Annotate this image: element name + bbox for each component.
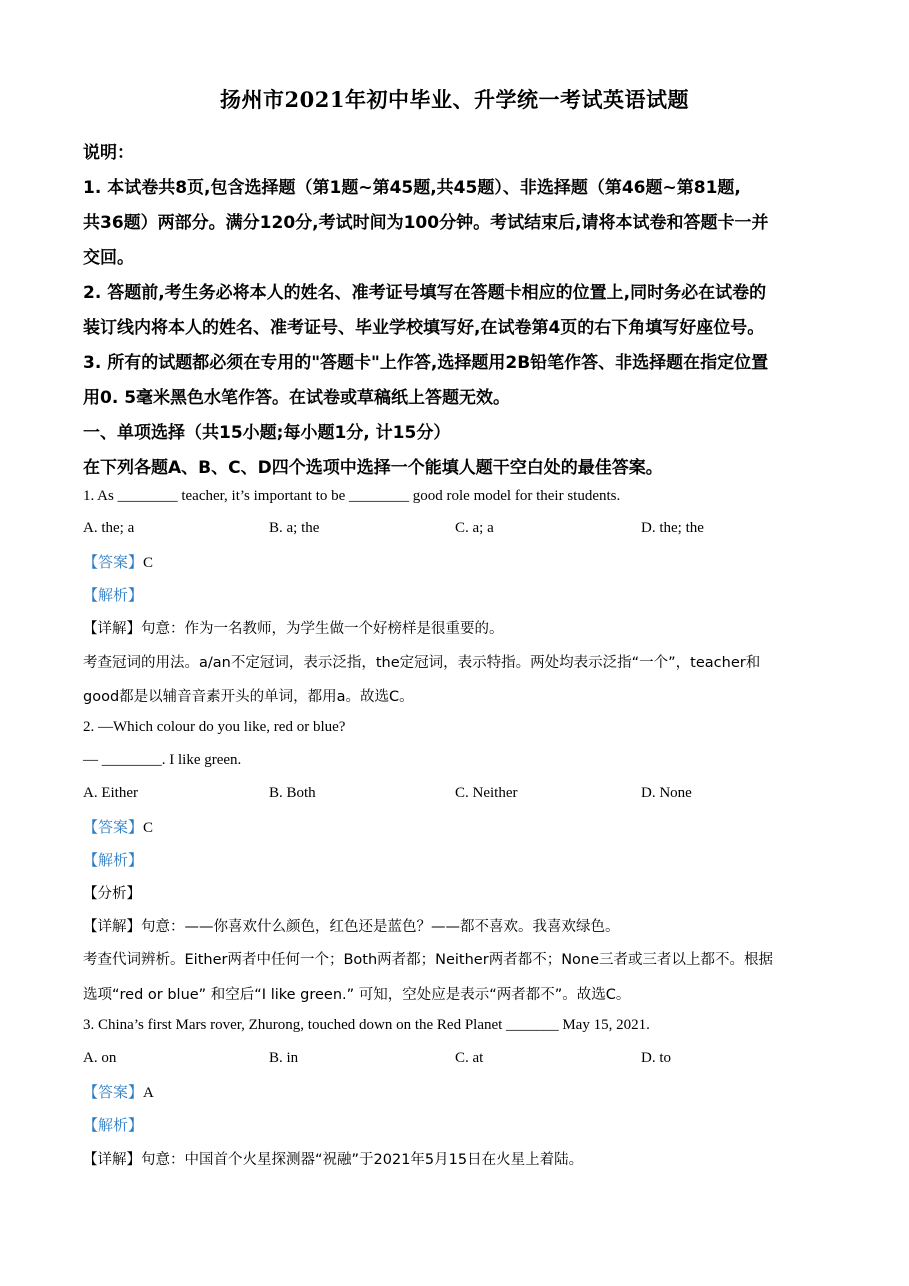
fenxi-tag: 【分析】 [83, 886, 141, 902]
detail-line: 【详解】句意：作为一名教师，为学生做一个好榜样是很重要的。 [83, 621, 504, 637]
instruction-line: 1. 本试卷共8页,包含选择题（第1题~第45题,共45题）、非选择题（第46题~第81题, [83, 178, 741, 198]
question-options [83, 1050, 843, 1070]
detail-line: good都是以辅音音素开头的单词，都用a。故选C。 [83, 689, 414, 705]
question-options [83, 785, 843, 805]
instruction-line: 交回。 [83, 248, 134, 268]
option-c: C. at [455, 1050, 484, 1066]
question-options [83, 520, 843, 540]
option-b: B. in [269, 1050, 299, 1066]
detail-line: 选项“red or blue” 和空后“I like green.” 可知，空处应是表示“两者都不”。故选C。 [83, 987, 631, 1003]
answer-line [83, 551, 153, 572]
answer-tag: 【答案】 [83, 553, 144, 571]
detail-line: 【详解】句意：——你喜欢什么颜色，红色还是蓝色？——都不喜欢。我喜欢绿色。 [83, 919, 620, 935]
answer-tag: 【答案】 [83, 818, 144, 836]
option-c: C. a; a [455, 520, 494, 536]
option-a: A. Either [83, 785, 138, 801]
detail-line: 考查代词辨析。Either两者中任何一个；Both两者都；Neither两者都不；None三者或三者以上都不。根据 [83, 952, 774, 968]
option-a: A. on [83, 1050, 117, 1066]
detail-line: 【详解】句意：中国首个火星探测器“祝融”于2021年5月15日在火星上着陆。 [83, 1152, 584, 1168]
analysis-tag: 【解析】 [83, 586, 144, 604]
instructions-heading: 说明： [83, 143, 134, 163]
option-d: D. the; the [641, 520, 704, 536]
analysis-tag: 【解析】 [83, 851, 144, 869]
instruction-line: 装订线内将本人的姓名、准考证号、毕业学校填写好,在试卷第4页的右下角填写好座位号。 [83, 318, 765, 338]
option-b: B. a; the [269, 520, 320, 536]
option-d: D. None [641, 785, 692, 801]
answer-value: C [143, 820, 154, 836]
option-a: A. the; a [83, 520, 135, 536]
question-stem: 2. —Which colour do you like, red or blue? [83, 719, 346, 735]
question-stem: — ________. I like green. [83, 752, 242, 768]
answer-line [83, 1081, 154, 1102]
section-directions: 在下列各题A、B、C、D四个选项中选择一个能填人题干空白处的最佳答案。 [83, 458, 663, 478]
question-stem: 3. China’s first Mars rover, Zhurong, touched down on the Red Planet _______ May 15, 2021. [83, 1017, 650, 1033]
section-heading: 一、单项选择（共15小题;每小题1分, 计15分） [83, 423, 451, 443]
question-stem: 1. As ________ teacher, it’s important to be ________ good role model for their students. [83, 488, 621, 504]
analysis-tag: 【解析】 [83, 1116, 144, 1134]
detail-line: 考查冠词的用法。a/an不定冠词，表示泛指，the定冠词，表示特指。两处均表示泛指“一个”，teacher和 [83, 655, 761, 671]
instruction-line: 3. 所有的试题都必须在专用的"答题卡"上作答,选择题用2B铅笔作答、非选择题在指定位置 [83, 353, 769, 373]
page-title: 扬州市2021年初中毕业、升学统一考试英语试题 [220, 87, 689, 112]
option-d: D. to [641, 1050, 671, 1066]
answer-tag: 【答案】 [83, 1083, 144, 1101]
instruction-line: 用0. 5毫米黑色水笔作答。在试卷或草稿纸上答题无效。 [83, 388, 511, 408]
instruction-line: 共36题）两部分。满分120分,考试时间为100分钟。考试结束后,请将本试卷和答题卡一并 [83, 213, 769, 233]
instruction-line: 2. 答题前,考生务必将本人的姓名、准考证号填写在答题卡相应的位置上,同时务必在试卷的 [83, 283, 767, 303]
answer-line [83, 816, 153, 837]
answer-value: C [143, 555, 154, 571]
option-c: C. Neither [455, 785, 518, 801]
option-b: B. Both [269, 785, 316, 801]
answer-value: A [143, 1085, 154, 1101]
